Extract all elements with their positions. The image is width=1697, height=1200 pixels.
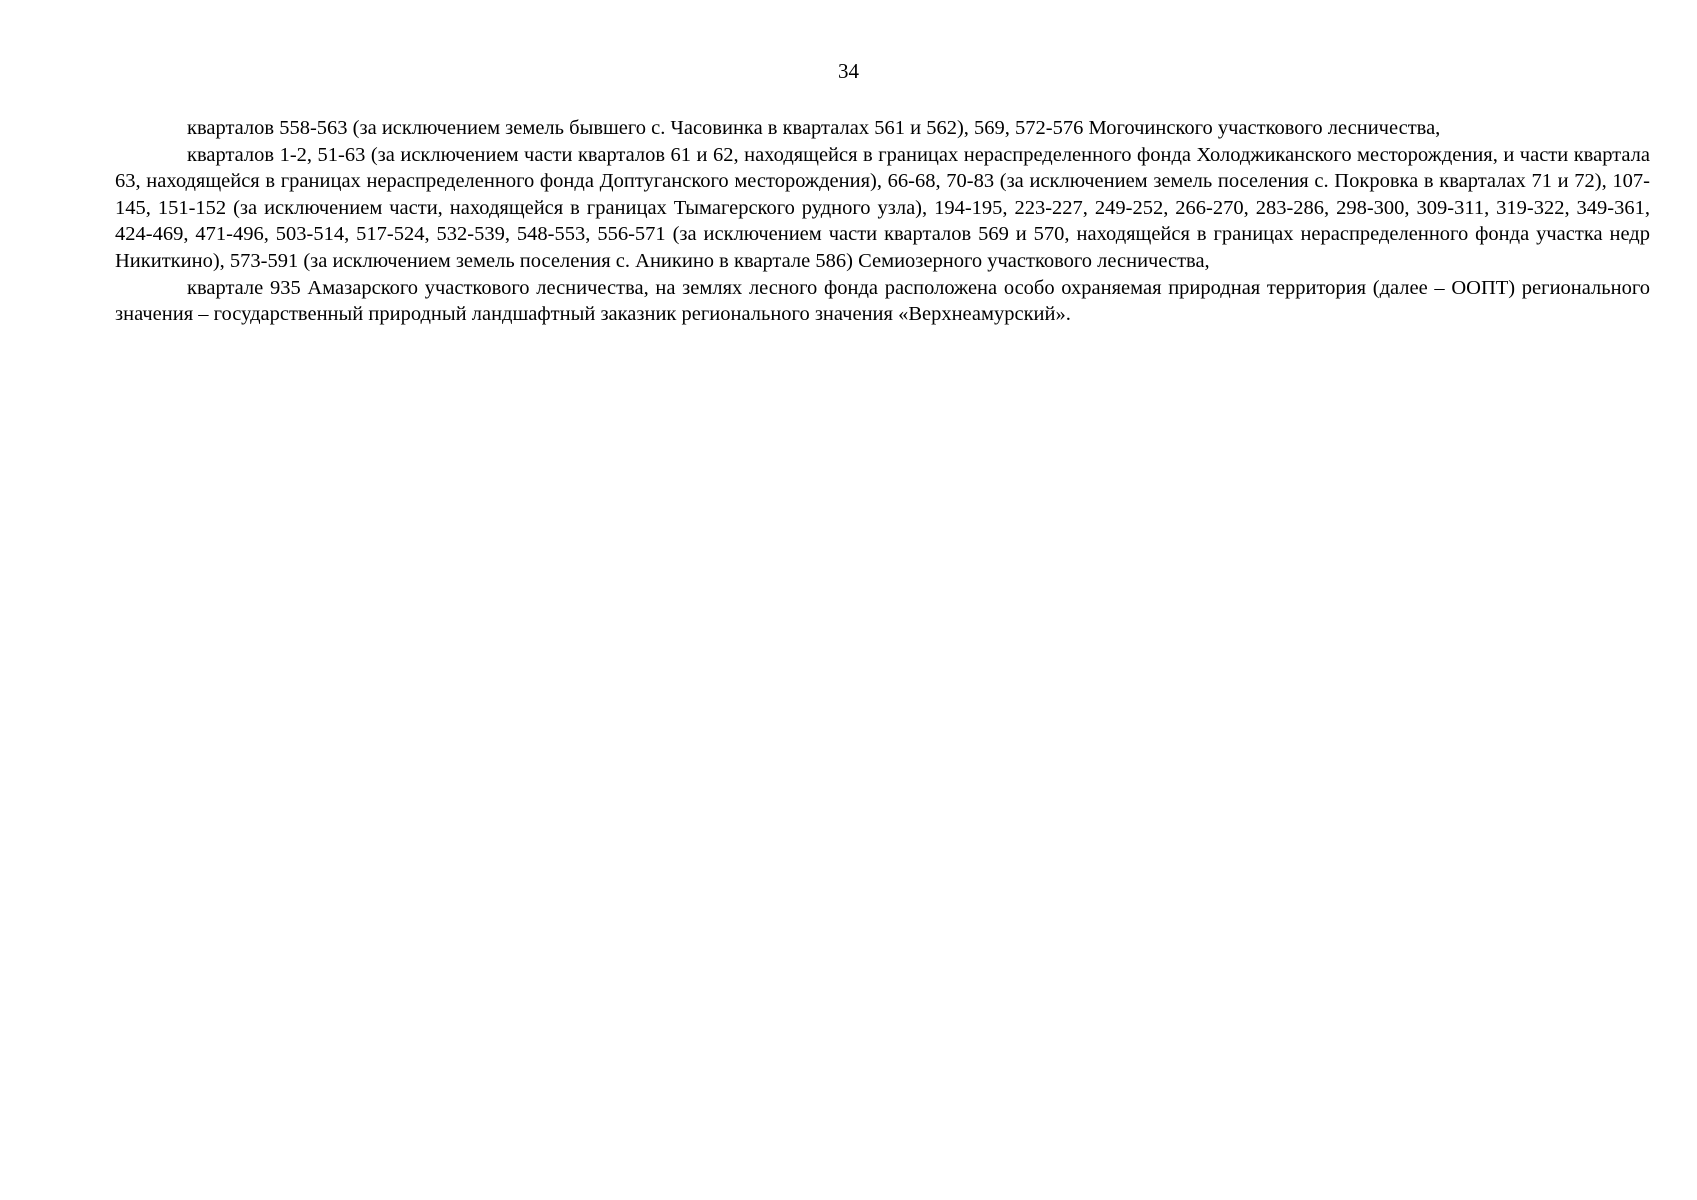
paragraph-amazar-forestry: квартале 935 Амазарского участкового лесничества, на землях лесного фонда расположена особо охраняемая природная территория (далее – ООПТ) регионального значения – государственный природный ландшафтный заказник регионального значения «Верхнеамурский».	[115, 276, 1650, 326]
paragraph-mogocha-forestry: кварталов 558-563 (за исключением земель бывшего с. Часовинка в кварталах 561 и 562), 569, 572-576 Могочинского участкового лесничества,	[187, 117, 1441, 139]
page-number: 34	[838, 59, 859, 83]
document-body	[115, 115, 1650, 328]
paragraph-semiozerny-forestry: кварталов 1-2, 51-63 (за исключением части кварталов 61 и 62, находящейся в границах нераспределенного фонда Холоджиканского месторождения, и части квартала 63, находящейся в границах нераспределенного фонда Доптуганского месторождения), 66-68, 70-83 (за исключением земель поселения с. Покровка в кварталах 71 и 72), 107-145, 151-152 (за исключением части, находящейся в границах Тымагерского рудного узла), 194-195, 223-227, 249-252, 266-270, 283-286, 298-300, 309-311, 319-322, 349-361, 424-469, 471-496, 503-514, 517-524, 532-539, 548-553, 556-571 (за исключением части кварталов 569 и 570, находящейся в границах нераспределенного фонда участка недр Никиткино), 573-591 (за исключением земель поселения с. Аникино в квартале 586) Семиозерного участкового лесничества,	[115, 143, 1650, 272]
